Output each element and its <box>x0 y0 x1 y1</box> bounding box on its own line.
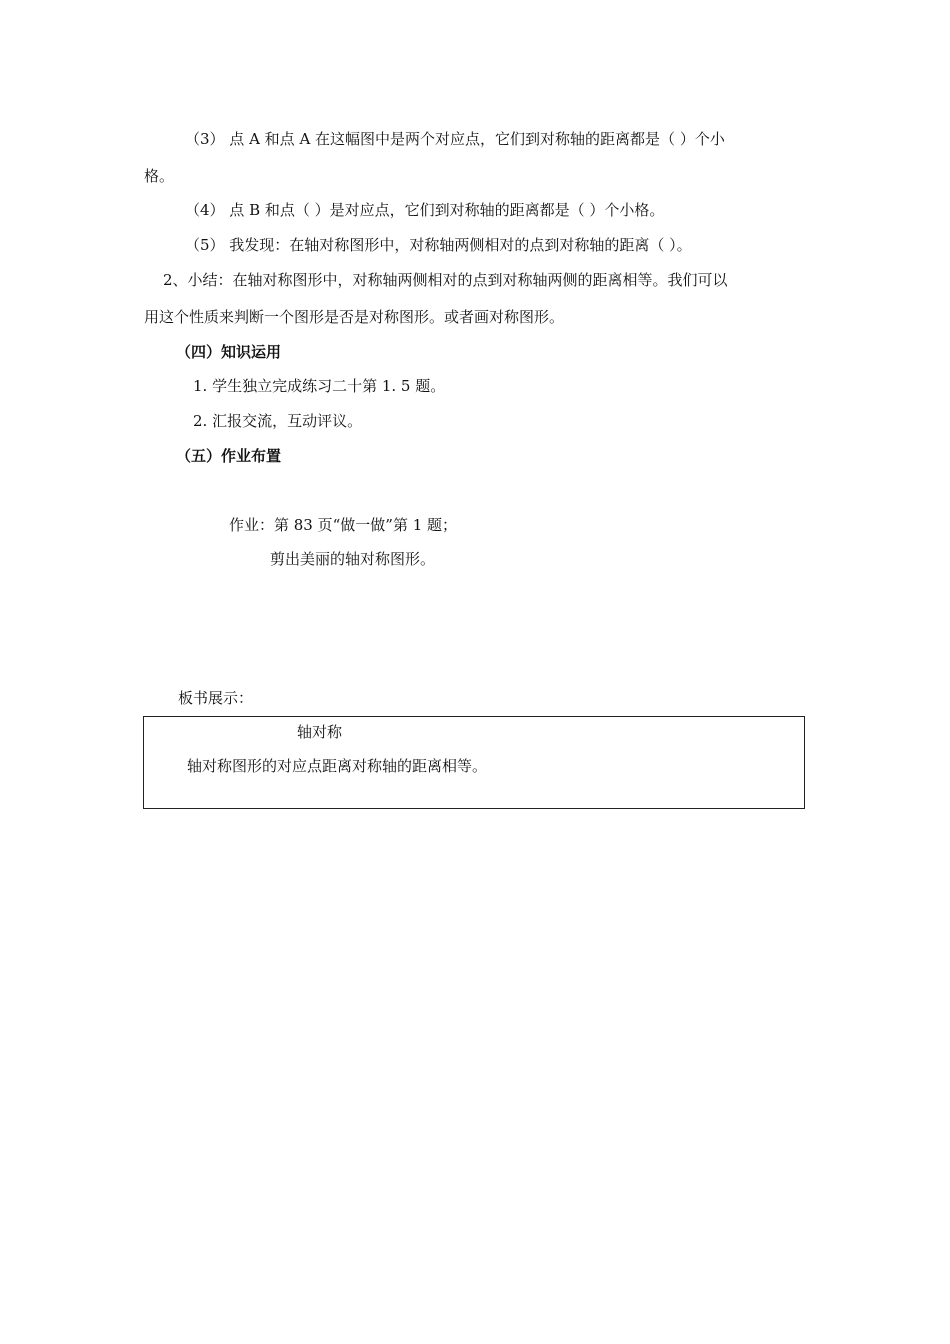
board-content: 轴对称图形的对应点距离对称轴的距离相等。 <box>187 757 488 775</box>
q4-line: （4） 点 B 和点（ ）是对应点，它们到对称轴的距离都是（ ）个小格。 <box>185 201 665 219</box>
blackboard-box <box>143 716 805 809</box>
q3-line-2: 格。 <box>144 167 175 185</box>
board-label: 板书展示： <box>178 689 254 707</box>
q3-line-1: （3） 点 A 和点 A 在这幅图中是两个对应点，它们到对称轴的距离都是（ ）个小 <box>185 130 725 148</box>
section-4-item-2: 2. 汇报交流，互动评议。 <box>193 412 363 430</box>
q5-line: （5） 我发现：在轴对称图形中，对称轴两侧相对的点到对称轴的距离（ ）。 <box>185 236 692 254</box>
summary-line-1: 2、小结：在轴对称图形中，对称轴两侧相对的点到对称轴两侧的距离相等。我们可以 <box>163 271 728 289</box>
board-title: 轴对称 <box>297 723 343 741</box>
section-4-item-1: 1. 学生独立完成练习二十第 1. 5 题。 <box>193 377 446 395</box>
section-5-heading: （五）作业布置 <box>176 447 282 465</box>
section-4-heading: （四）知识运用 <box>176 343 282 361</box>
summary-line-2: 用这个性质来判断一个图形是否是对称图形。或者画对称图形。 <box>144 308 565 326</box>
homework-line-2: 剪出美丽的轴对称图形。 <box>270 550 436 568</box>
homework-line-1: 作业：第 83 页“做一做”第 1 题； <box>229 516 458 534</box>
